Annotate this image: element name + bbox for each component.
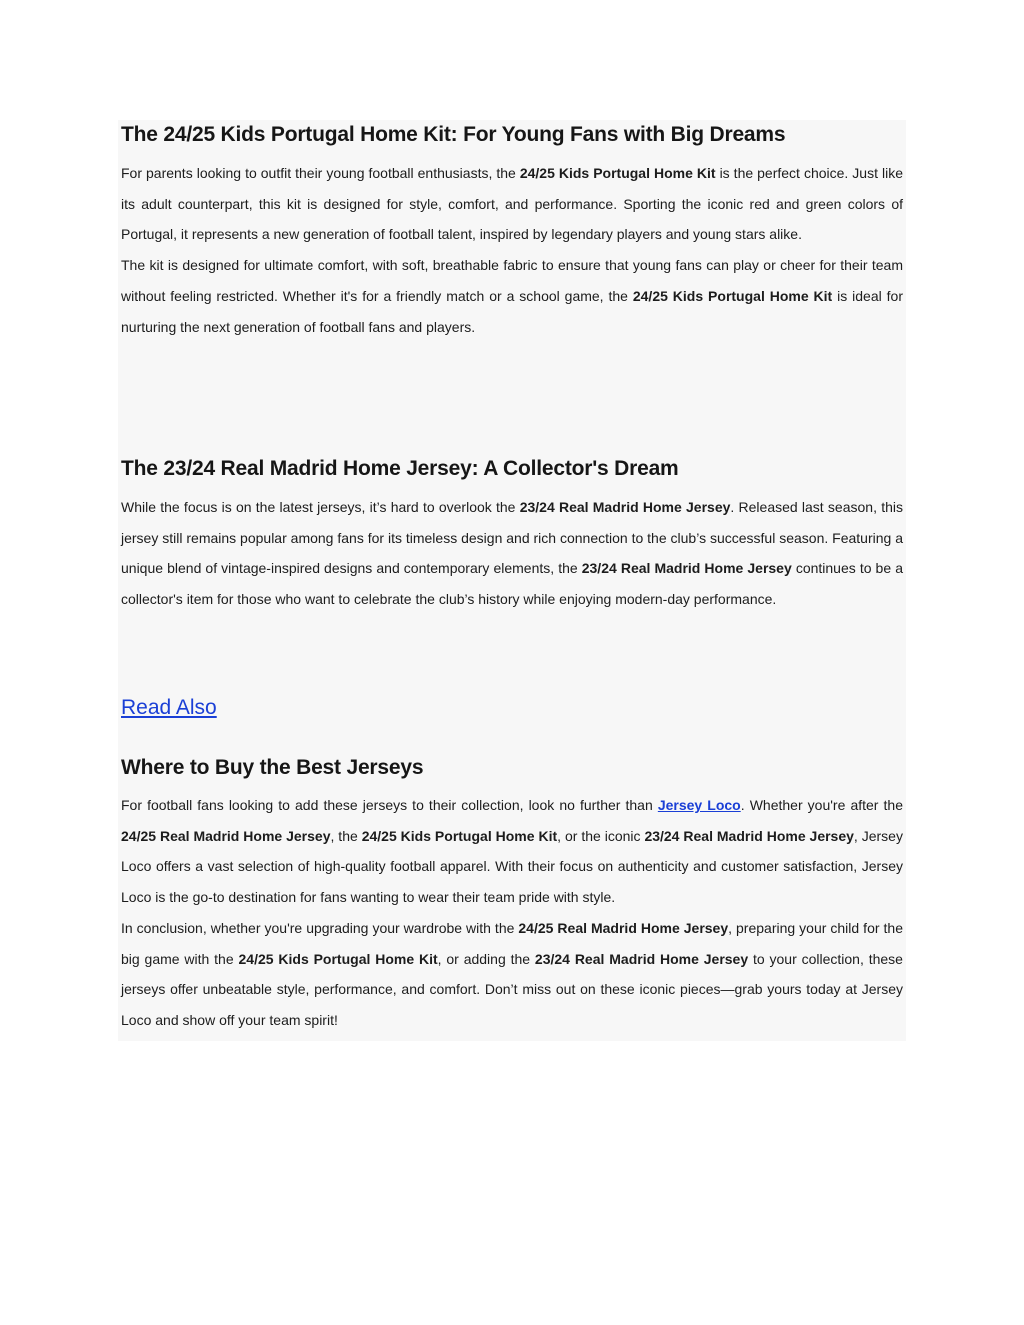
jersey-loco-link[interactable]: Jersey Loco — [657, 797, 741, 813]
section-heading: Where to Buy the Best Jerseys — [121, 756, 424, 779]
paragraph: For parents looking to outfit their young football enthusiasts, the 24/25 Kids Portugal Home Kit is the perfect choice. Just like its adult counterpart, this kit is designed for style, comfort, and performance. Sporting the iconic red and green colors of Portugal, it represents a new generation of football talent, inspired by legendary players and young stars alike. — [121, 165, 903, 243]
section-heading: The 24/25 Kids Portugal Home Kit: For Young Fans with Big Dreams — [121, 123, 786, 146]
article-content — [118, 120, 906, 1041]
paragraph: In conclusion, whether you're upgrading your wardrobe with the 24/25 Real Madrid Home Jersey, preparing your child for the big game with the 24/25 Kids Portugal Home Kit, or adding the 23/24 Real Madrid Home Jersey to your collection, these jerseys offer unbeatable style, performance, and comfort. Don’t miss out on these iconic pieces—grab yours today at Jersey Loco and show off your team spirit! — [121, 919, 903, 1028]
paragraph: For football fans looking to add these jerseys to their collection, look no further than Jersey Loco. Whether you're after the 24/25 Real Madrid Home Jersey, the 24/25 Kids Portugal Home Kit, or the iconic 23/24 Real Madrid Home Jersey, Jersey Loco offers a vast selection of high-quality football apparel. With their focus on authenticity and customer satisfaction, Jersey Loco is the go-to destination for fans wanting to wear their team pride with style. — [121, 797, 903, 906]
section-where-to-buy — [121, 753, 903, 1036]
read-also-block — [121, 693, 903, 723]
paragraph: While the focus is on the latest jerseys, it’s hard to overlook the 23/24 Real Madrid Home Jersey. Released last season, this jersey still remains popular among fans for its timeless design and rich connection to the club’s successful season. Featuring a unique blend of vintage-inspired designs and contemporary elements, the 23/24 Real Madrid Home Jersey continues to be a collector's item for those who want to celebrate the club’s history while enjoying modern-day performance. — [121, 499, 903, 608]
section-real-madrid-jersey — [121, 454, 903, 615]
paragraph: The kit is designed for ultimate comfort, with soft, breathable fabric to ensure that young fans can play or cheer for their team without feeling restricted. Whether it's for a friendly match or a school game, the 24/25 Kids Portugal Home Kit is ideal for nurturing the next generation of football fans and players. — [121, 257, 903, 335]
section-heading: The 23/24 Real Madrid Home Jersey: A Collector's Dream — [121, 457, 679, 480]
section-portugal-kit — [121, 120, 903, 342]
read-also-link[interactable]: Read Also — [121, 696, 217, 719]
